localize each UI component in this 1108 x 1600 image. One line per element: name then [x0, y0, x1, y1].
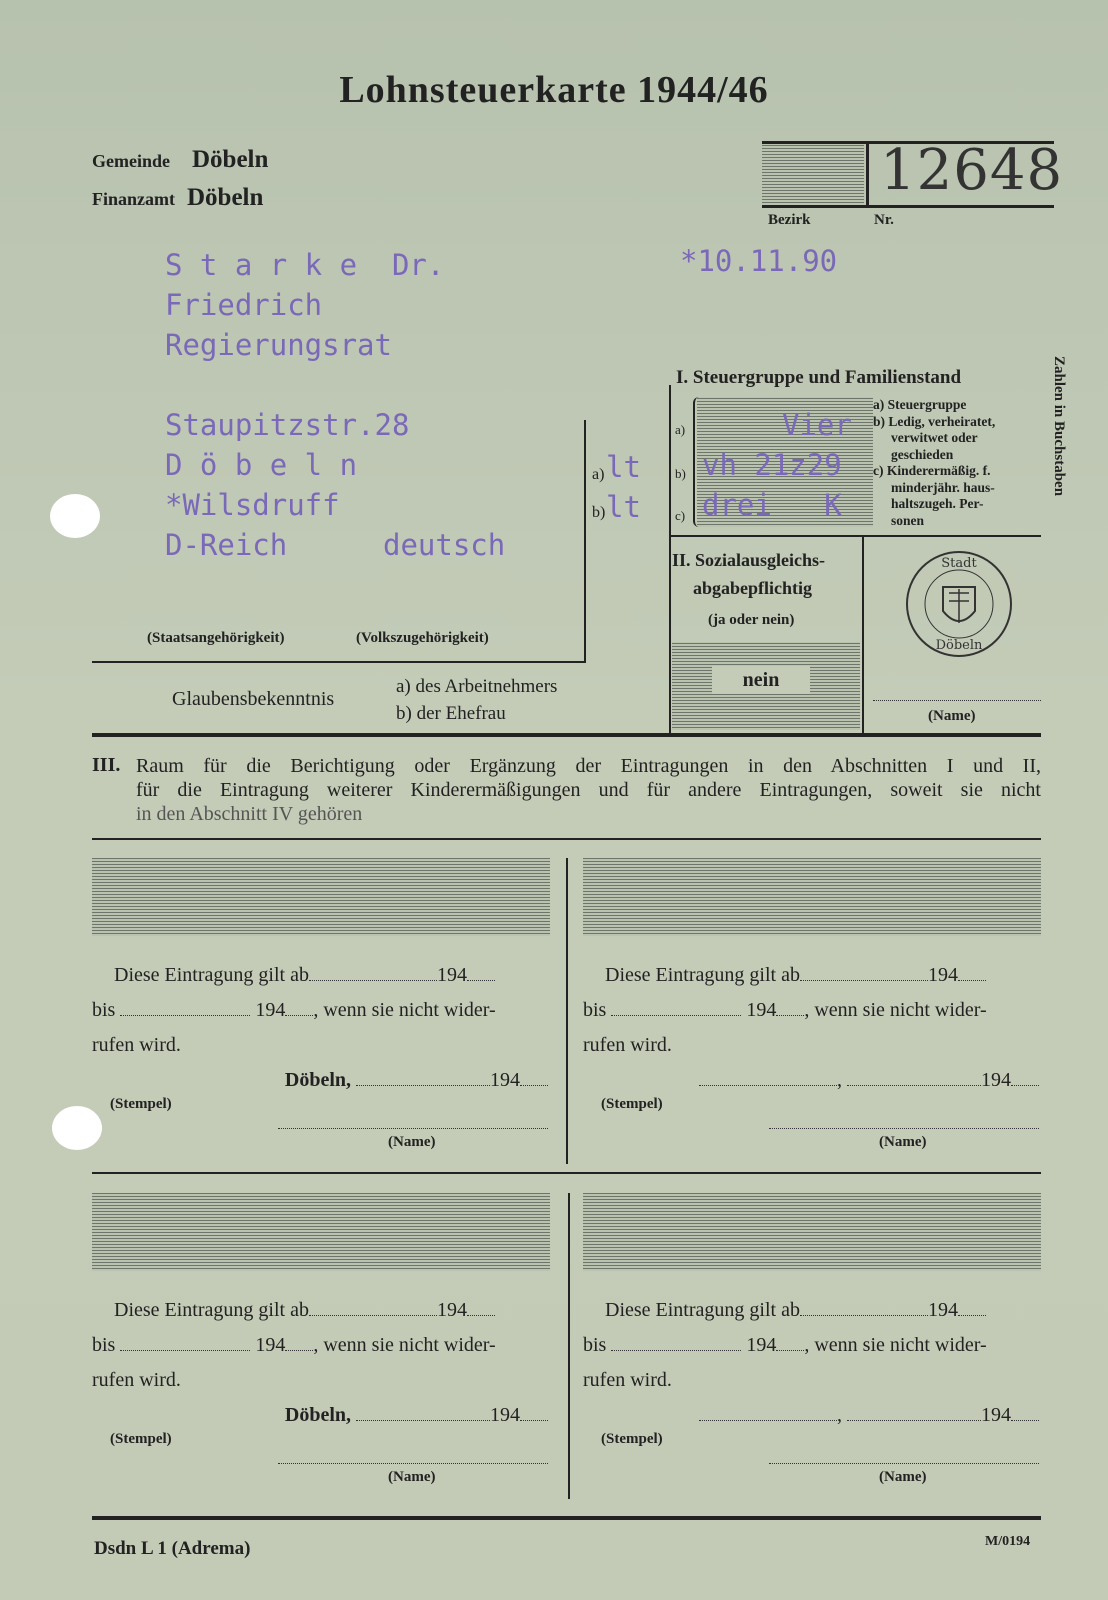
entry-gilt-label: Diese Eintragung gilt ab — [114, 1299, 309, 1321]
section1-heading: I. Steuergruppe und Familienstand — [676, 367, 962, 388]
entry-year-field — [520, 1085, 548, 1086]
gemeinde-row — [92, 146, 268, 174]
section1-bottom-rule — [669, 535, 1041, 537]
section3-line: Raum für die Berichtigung oder Ergänzung der Eintragungen in den Abschnitten I und II, — [136, 755, 1041, 777]
sg-a-label: a) — [675, 422, 686, 437]
number-bottom-rule — [762, 205, 1054, 208]
entry-name-line — [769, 1128, 1039, 1129]
steuergruppe-bracket — [693, 397, 701, 527]
entry-wenn: , wenn sie nicht wider- — [804, 1334, 987, 1356]
entry-date-field — [800, 980, 928, 981]
bezirk-box — [762, 143, 864, 205]
address-right-rule — [584, 420, 586, 662]
entry-header-hatch — [92, 858, 550, 936]
familienstand-value: vh 21z29 — [702, 448, 842, 482]
steuergruppe-value: Vier — [782, 408, 852, 442]
entry-year-field — [1011, 1085, 1039, 1086]
legend-line: minderjähr. haus- — [891, 479, 995, 495]
entry-bis-label: bis — [92, 999, 116, 1021]
entry-rufen: rufen wird. — [583, 1034, 672, 1056]
entry-rufen: rufen wird. — [92, 1034, 181, 1056]
entry-header-hatch — [92, 1193, 550, 1271]
religion-a-label: a) — [592, 466, 605, 483]
section1-left-rule — [669, 385, 671, 733]
legend-line: verwitwet oder — [891, 430, 978, 445]
entry-year-field — [285, 1015, 313, 1016]
legend-line: c) Kinderermäßig. f. — [873, 463, 991, 478]
entry-place-field — [699, 1085, 837, 1086]
section2-name-line — [873, 700, 1041, 701]
entry-year-field — [467, 1315, 495, 1316]
bottom-rule — [92, 1516, 1041, 1520]
entry-year: 194 — [436, 964, 467, 986]
entry-bis-field — [120, 1350, 250, 1351]
entry-box — [92, 1293, 550, 1433]
volkszugehoerigkeit-label: (Volkszugehörigkeit) — [356, 630, 489, 646]
entry-year: 194 — [490, 1069, 520, 1091]
nr-label: Nr. — [874, 212, 894, 228]
legend-line: b) Ledig, verheiratet, — [873, 413, 996, 429]
entry-gilt-label: Diese Eintragung gilt ab — [114, 964, 309, 986]
entry-bis-field — [120, 1015, 250, 1016]
footer-left: Dsdn L 1 (Adrema) — [94, 1538, 251, 1559]
entry-divider — [566, 858, 568, 1164]
glaubensbekenntnis-label: Glaubensbekenntnis — [172, 688, 335, 710]
entry-wenn: , wenn sie nicht wider- — [313, 1334, 496, 1356]
section2-divider — [862, 537, 864, 733]
section2-heading-3: (ja oder nein) — [708, 612, 795, 628]
bezirk-label: Bezirk — [768, 212, 811, 228]
entry-name-label: (Name) — [388, 1469, 436, 1485]
section3-line: in den Abschnitt IV gehören — [136, 803, 363, 825]
entry-year: 194 — [927, 1299, 958, 1321]
finanzamt-value: Döbeln — [187, 184, 264, 211]
entry-place-field — [699, 1420, 837, 1421]
section3-text — [136, 754, 1041, 826]
street: Staupitzstr.28 — [165, 408, 410, 442]
section2-heading-1: II. Sozialausgleichs- — [672, 550, 826, 570]
entry-divider — [568, 1193, 570, 1499]
legend-line: haltszugeh. Per- — [891, 496, 984, 511]
entry-year: 194 — [746, 999, 777, 1021]
svg-text:Döbeln: Döbeln — [935, 638, 983, 653]
section3-number: III. — [92, 754, 121, 776]
entry-year-field — [776, 1350, 804, 1351]
city-stamp — [903, 549, 1015, 664]
entry-place: Döbeln, — [284, 1069, 351, 1091]
surname: S t a r k e Dr. — [165, 248, 445, 282]
entry-box — [92, 958, 550, 1098]
citizenship: D-Reich — [165, 528, 288, 562]
section3-rule — [92, 838, 1041, 840]
ehefrau-label: b) der Ehefrau — [396, 703, 506, 724]
entry-gilt-label: Diese Eintragung gilt ab — [605, 1299, 800, 1321]
sg-c-label: c) — [675, 508, 686, 523]
entry-sign-date-field — [847, 1420, 981, 1421]
entry-wenn: , wenn sie nicht wider- — [804, 999, 987, 1021]
entry-rufen: rufen wird. — [583, 1369, 672, 1391]
entry-stempel: (Stempel) — [110, 1431, 172, 1447]
legend-line: a) Steuergruppe — [873, 397, 967, 412]
entry-box: Diese Eintragung gilt ab 194 bis 194 , wenn sie nicht wider- rufen wird. , 194 — [583, 1293, 1041, 1433]
legend-line: geschieden — [891, 446, 954, 462]
section-divider-thick — [92, 733, 1041, 737]
kinder-value: drei K — [702, 488, 842, 522]
entry-sign-date-field — [847, 1085, 981, 1086]
entry-year: 194 — [981, 1069, 1011, 1091]
arbeitnehmer-label: a) des Arbeitnehmers — [396, 676, 558, 697]
punch-hole — [52, 1106, 102, 1150]
entry-year: 194 — [255, 1334, 286, 1356]
entry-date-field — [309, 1315, 437, 1316]
entry-header-hatch — [583, 858, 1041, 936]
entry-year: 194 — [746, 1334, 777, 1356]
entry-name-label: (Name) — [879, 1134, 927, 1150]
city: D ö b e l n — [165, 448, 358, 482]
section1-legend — [873, 397, 1041, 529]
entry-name-line — [769, 1463, 1039, 1464]
entry-stempel: (Stempel) — [110, 1096, 172, 1112]
side-text: Zahlen in Buchstaben — [1051, 356, 1067, 497]
entry-gilt-label: Diese Eintragung gilt ab — [605, 964, 800, 986]
footer-right: M/0194 — [985, 1534, 1031, 1549]
sg-b-label: b) — [675, 466, 686, 481]
entry-wenn: , wenn sie nicht wider- — [313, 999, 496, 1021]
entry-box: Diese Eintragung gilt ab 194 bis 194 , wenn sie nicht wider- rufen wird. , 194 — [583, 958, 1041, 1098]
entry-bis-field — [611, 1350, 741, 1351]
staatsangehoerigkeit-label: (Staatsangehörigkeit) — [147, 630, 285, 646]
legend-line: sonen — [891, 512, 925, 528]
gemeinde-label: Gemeinde — [92, 151, 170, 171]
job-title: Regierungsrat — [165, 328, 392, 362]
entry-year: 194 — [436, 1299, 467, 1321]
entry-middle-rule — [92, 1172, 1041, 1174]
entry-stempel: (Stempel) — [601, 1096, 663, 1112]
section2-heading-2: abgabepflichtig — [693, 578, 813, 598]
entry-year-field — [1011, 1420, 1039, 1421]
entry-year-field — [776, 1015, 804, 1016]
birth-date: *10.11.90 — [680, 244, 838, 278]
entry-sign-date-field — [356, 1085, 490, 1086]
entry-year: 194 — [255, 999, 286, 1021]
entry-name-label: (Name) — [879, 1469, 927, 1485]
entry-year-field — [467, 980, 495, 981]
punch-hole — [50, 494, 100, 538]
entry-year-field — [958, 980, 986, 981]
finanzamt-label: Finanzamt — [92, 189, 175, 209]
entry-name-label: (Name) — [388, 1134, 436, 1150]
address-bottom-rule — [92, 661, 586, 663]
entry-header-hatch — [583, 1193, 1041, 1271]
number-divider — [866, 141, 869, 208]
entry-bis-label: bis — [92, 1334, 116, 1356]
entry-bis-field — [611, 1015, 741, 1016]
entry-year-field — [958, 1315, 986, 1316]
religion-b-label: b) — [592, 504, 606, 521]
entry-date-field — [309, 980, 437, 981]
religion-a-value: lt — [606, 450, 641, 484]
entry-date-field — [800, 1315, 928, 1316]
entry-year-field — [285, 1350, 313, 1351]
entry-rufen: rufen wird. — [92, 1369, 181, 1391]
entry-stempel: (Stempel) — [601, 1431, 663, 1447]
entry-place: Döbeln, — [284, 1404, 351, 1426]
entry-year-field — [520, 1420, 548, 1421]
nationality: deutsch — [383, 528, 506, 562]
card-title: Lohnsteuerkarte 1944/46 — [339, 69, 769, 111]
entry-name-line — [278, 1463, 548, 1464]
entry-year: 194 — [927, 964, 958, 986]
entry-bis-label: bis — [583, 1334, 607, 1356]
card-number: 12648 — [880, 138, 1064, 203]
firstname: Friedrich — [165, 288, 323, 322]
entry-sign-date-field — [356, 1420, 490, 1421]
section3-line: für die Eintragung weiterer Kinderermäßigungen und für andere Eintragungen, soweit sie nicht — [136, 779, 1041, 801]
birthplace: *Wilsdruff — [165, 488, 340, 522]
entry-year: 194 — [490, 1404, 520, 1426]
gemeinde-value: Döbeln — [192, 146, 269, 173]
entry-year: 194 — [981, 1404, 1011, 1426]
section2-name-label: (Name) — [928, 708, 976, 724]
entry-name-line — [278, 1128, 548, 1129]
svg-text:Stadt: Stadt — [941, 556, 977, 571]
sozial-value: nein — [712, 666, 810, 694]
entry-bis-label: bis — [583, 999, 607, 1021]
religion-b-value: lt — [606, 490, 641, 524]
finanzamt-row — [92, 184, 263, 212]
